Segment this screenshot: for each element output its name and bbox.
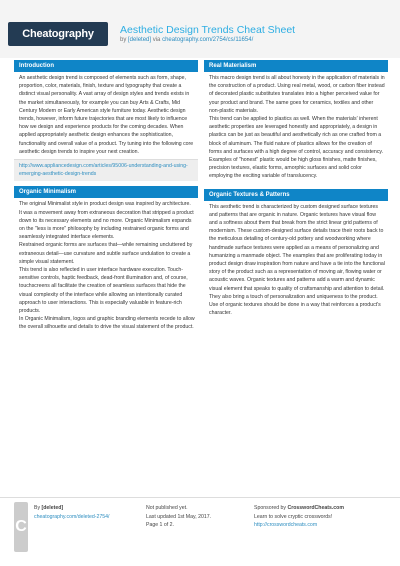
page-title: Aesthetic Design Trends Cheat Sheet — [120, 24, 296, 36]
page-header — [0, 0, 400, 58]
article-link[interactable]: http://www.appliancedesign.com/articles/95006-understanding-and-using-emerging-aesthetic-design-trends — [14, 159, 198, 181]
cheatography-logo[interactable] — [8, 22, 108, 46]
paragraph: This trend can be applied to plastics as well. When the materials' inherent aesthetic properties are leveraged honestly and appropriately, a design in plastics can be just as beautiful and aesthetically rich as one crafted from a block of aluminum. The fluid nature of plastics allows for the creation of forms and surfaces with a high degree of control, accuracy and consistency. Examples of "honest" plastic would be high gloss finishes, matte finishes, precision textures, elastic forms, amorphic surfaces and solid color employing the exciting variable of translucency. — [209, 116, 384, 180]
section-body — [14, 198, 198, 334]
byline: by [deleted] via cheatography.com/2754/cs/11654/ — [120, 37, 254, 43]
sheet-url-link[interactable]: cheatography.com/2754/cs/11654/ — [162, 37, 254, 43]
section-organic-textures — [204, 189, 388, 321]
section-introduction — [14, 60, 198, 181]
footer-author: By [deleted] cheatography.com/deleted-2754/ — [34, 504, 134, 521]
author-link[interactable]: [deleted] — [128, 37, 152, 43]
footer-sponsor: Sponsored by CrosswordCheats.com Learn to solve cryptic crosswords! http://crosswordcheats.com — [254, 504, 394, 530]
sponsor-url-link[interactable]: http://crosswordcheats.com — [254, 522, 318, 528]
page-footer — [0, 497, 400, 566]
paragraph: This macro design trend is all about honesty in the application of materials in the construction of a product. Using real metal, wood, or carbon fiber instead of decorated plastic substitutes translates into a higher perceived value for your product and brand. The same goes for ceramics, textiles and other non-plastic materials. — [209, 75, 385, 114]
section-real-materialism — [204, 60, 388, 184]
paragraph: This aesthetic trend is characterized by custom designed surface textures and patterns that are organic in nature. Organic textures have visual flow and a softness about them that break from the strict linear grid patterns of modernism. These custom-designed surface details trace their roots back to the meticulous detailing of century-old pottery and woodworking where handmade surface textures were applied as a means of personalizing and humanizing a manmade object. The examples that are proliferating today in product design draw inspiration from nature and have a tie into the functional story of the product such as a representation of moving air, flowing water or acoustic waves. Organic textures and patterns add a warm and dynamic visual element that speaks to quality of craftsmanship and attention to detail. They also bring a touch of personalization and uniqueness to the product. Use of organic textures should be done in a way that reinforces a product's character. — [209, 203, 385, 317]
section-heading: Organic Textures & Patterns — [204, 189, 388, 201]
logo-text: Cheatography — [22, 28, 94, 40]
section-body: An aesthetic design trend is composed of elements such as form, shape, proportion, color, materials, finish, texture and typography that create a distinct visual personality. A vast array of design styles and trends exists in the market simultaneously, for example you can buy Arts & Crafts, Mid Century Modern or Early American style furniture today. Aesthetic design trends, however, inform future trajectories that are most likely to influence how we design and experience products for the coming decades. When applied appropriately aesthetic design enhances the sophistication, functionality and overall value of a product. Try tuning into the following core aesthetic design trends to inspire your next creation. — [19, 75, 194, 155]
cheatography-footer-logo: C — [14, 502, 28, 552]
paragraph: In Organic Minimalism, logos and graphic branding elements recede to allow the overall silhouette and details to drive the visual statement of the product. — [19, 316, 195, 331]
paragraph: The original Minimalist style in product design was inspired by architecture. It was a movement away from extraneous decoration that stripped a product down to its necessary elements and no more. Organic Minimalism expands on the "less is more" philosophy by including restrained organic forms and seamlessly integrated interface elements. — [19, 201, 194, 241]
section-heading: Real Materialism — [204, 60, 388, 72]
section-heading: Organic Minimalism — [14, 186, 198, 198]
paragraph: This trend is also reflected in user interface hardware execution. Touch-sensitive controls, haptic feedback, dead-front illumination and, of course, touchscreens all facilitate the creation of seamless surfaces that hide the visual complexity of the interface while allowing an intentionally curated approach to user interactions. This is especially valuable in feature-rich products. — [19, 267, 188, 315]
section-body — [204, 201, 388, 321]
sponsor-name[interactable]: CrosswordCheats.com — [287, 505, 344, 511]
footer-author-link[interactable]: cheatography.com/deleted-2754/ — [34, 513, 110, 520]
section-body — [204, 72, 388, 184]
section-organic-minimalism — [14, 186, 198, 334]
footer-author-name: [deleted] — [41, 505, 64, 511]
paragraph: Restrained organic forms are surfaces that—while remaining uncluttered by extraneous detail—use curvature and subtle surface undulation to create a simple visual statement. — [19, 242, 193, 265]
left-column — [14, 60, 198, 340]
section-heading: Introduction — [14, 60, 198, 72]
right-column — [204, 60, 388, 325]
footer-meta: Not published yet. Last updated 1st May, 2017. Page 1 of 2. — [146, 505, 212, 528]
